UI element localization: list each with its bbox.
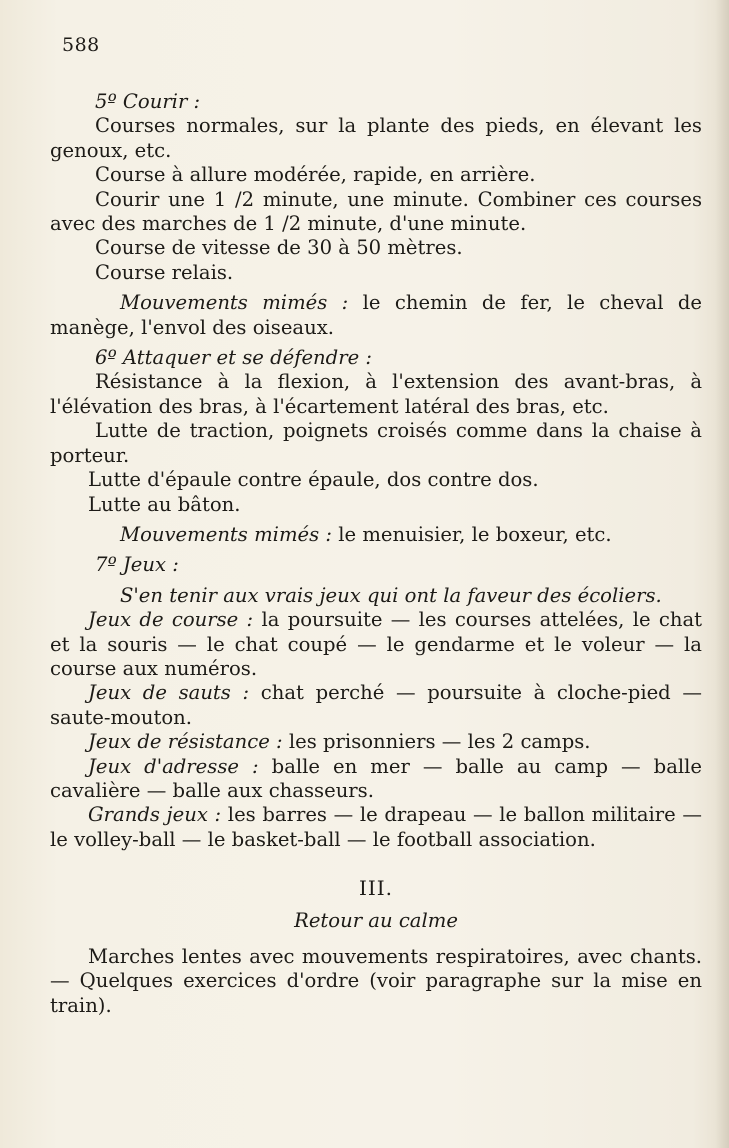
text-mouvements-mimes: le chemin de fer, le cheval de manège, l'envol des oiseaux. (50, 291, 702, 339)
heading-attaquer: 6º Attaquer et se défendre : (95, 346, 373, 370)
para-courses-normales: Courses normales, sur la plante des pieds, en élevant les genoux, etc. (50, 114, 702, 162)
label-jeux-course: Jeux de course : (88, 608, 254, 632)
section-title: Retour au calme (294, 908, 458, 932)
para-lutte-baton: Lutte au bâton. (88, 492, 241, 516)
page-number: 588 (62, 34, 100, 56)
text-grands-jeux: les barres — le drapeau — le ballon militaire — le volley-ball — le basket-ball — le football association. (50, 803, 702, 851)
text-mouvements-mimes: le menuisier, le boxeur, etc. (332, 522, 612, 546)
page-body (50, 90, 702, 1018)
para-mouvements-mimes-1 (50, 291, 702, 340)
text-jeux-resistance: les prisonniers — les 2 camps. (282, 730, 591, 754)
para-jeux-adresse (50, 755, 702, 804)
label-mouvements-mimes: Mouvements mimés : (120, 522, 333, 546)
text-jeux-sauts: chat perché — poursuite à cloche-pied — saute-mouton. (50, 681, 702, 729)
para-mouvements-mimes-2 (50, 523, 702, 547)
para-retour-calme: Marches lentes avec mouvements respiratoires, avec chants. — Quelques exercices d'ordre (voir paragraphe sur la mise en train). (50, 945, 702, 1017)
para-course-vitesse: Course de vitesse de 30 à 50 mètres. (95, 236, 463, 260)
text-jeux-course: la poursuite — les courses attelées, le chat et la souris — le chat coupé — le gendarme et le voleur — la course aux numéros. (50, 608, 702, 680)
para-lutte-traction: Lutte de traction, poignets croisés comme dans la chaise à porteur. (50, 419, 702, 467)
label-jeux-resistance: Jeux de résistance : (88, 730, 283, 754)
para-grands-jeux (50, 803, 702, 852)
section-numeral: III. (358, 876, 394, 901)
para-jeux-course (50, 608, 702, 681)
heading-jeux: 7º Jeux : (95, 553, 179, 577)
para-jeux-sauts (50, 681, 702, 730)
label-jeux-adresse: Jeux d'adresse : (88, 754, 259, 778)
label-mouvements-mimes: Mouvements mimés : (120, 291, 349, 315)
label-jeux-sauts: Jeux de sauts : (88, 681, 250, 705)
text-jeux-adresse: balle en mer — balle au camp — balle cavalière — balle aux chasseurs. (50, 754, 703, 802)
para-course-relais: Course relais. (95, 260, 234, 284)
para-vrais-jeux: S'en tenir aux vrais jeux qui ont la faveur des écoliers. (120, 583, 662, 607)
para-lutte-epaule: Lutte d'épaule contre épaule, dos contre dos. (88, 468, 539, 492)
label-grands-jeux: Grands jeux : (88, 803, 222, 827)
para-resistance: Résistance à la flexion, à l'extension des avant-bras, à l'élévation des bras, à l'écartement latéral des bras, etc. (50, 370, 702, 418)
para-course-allure: Course à allure modérée, rapide, en arrière. (95, 163, 536, 187)
para-courir-minute: Courir une 1 /2 minute, une minute. Combiner ces courses avec des marches de 1 /2 minute, d'une minute. (50, 187, 702, 236)
para-jeux-resistance (50, 730, 702, 754)
heading-courir: 5º Courir : (95, 90, 201, 113)
page-edge-shadow (715, 0, 729, 1148)
